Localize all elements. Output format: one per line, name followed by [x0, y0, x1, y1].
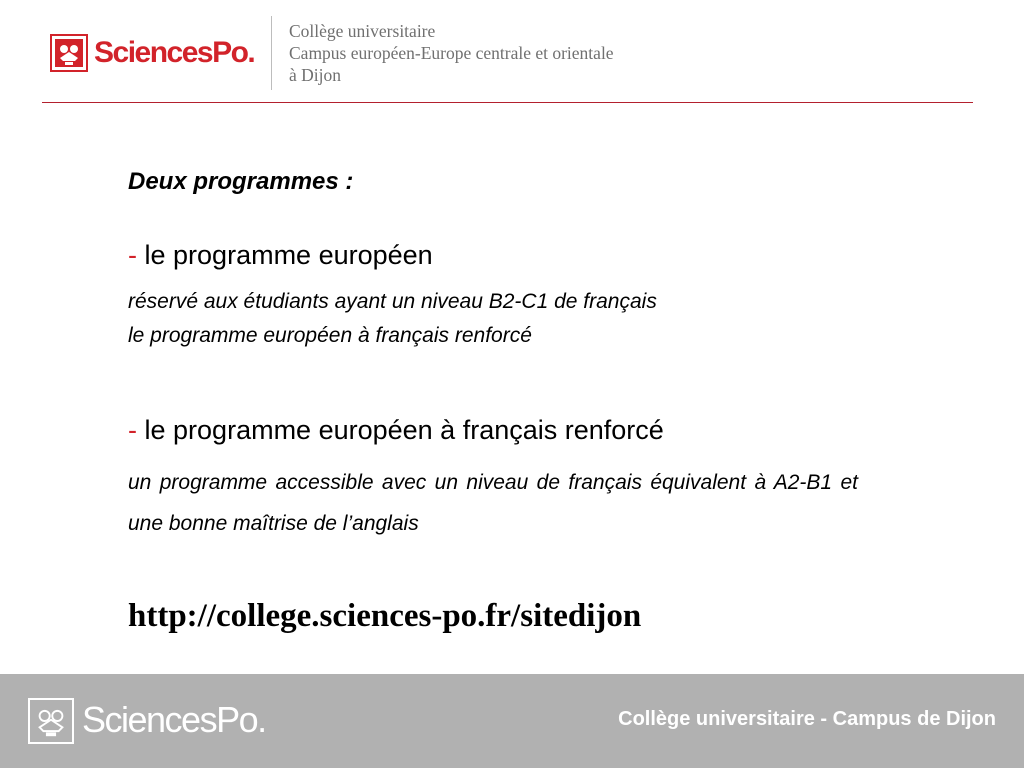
sciencespo-logo: [50, 33, 254, 73]
institution-line: Collège universitaire: [289, 21, 436, 41]
bullet-dash: -: [128, 240, 137, 270]
program-heading-text: le programme européen à français renforcé: [144, 415, 664, 445]
footer-campus-text: Collège universitaire - Campus de Dijon: [618, 708, 996, 730]
program-description-line: réservé aux étudiants ayant un niveau B2-C1 de français: [128, 290, 657, 313]
sciencespo-seal-icon: [50, 34, 88, 72]
logo-wordmark: SciencesPo.: [94, 36, 255, 69]
institution-line: à Dijon: [289, 65, 342, 85]
header-divider: [271, 16, 272, 90]
bullet-dash: -: [128, 415, 137, 445]
program-heading-european: [128, 240, 858, 271]
institution-name: [289, 20, 614, 86]
program-description-line: le programme européen à français renforcé: [128, 324, 532, 347]
program-heading-text: le programme européen: [144, 240, 433, 270]
footer-logo-wordmark: SciencesPo.: [82, 699, 266, 740]
slide-title: Deux programmes :: [128, 168, 354, 195]
header-rule: [42, 102, 973, 103]
footer: [0, 674, 1024, 768]
program-heading-reinforced: [128, 415, 858, 446]
program-description: un programme accessible avec un niveau de français équivalent à A2-B1 et une bonne maîtrise de l’anglais: [128, 471, 858, 535]
website-link[interactable]: http://college.sciences-po.fr/sitedijon: [128, 598, 642, 634]
institution-line: Campus européen-Europe centrale et orientale: [289, 43, 614, 63]
sciencespo-seal-icon: [28, 698, 74, 744]
